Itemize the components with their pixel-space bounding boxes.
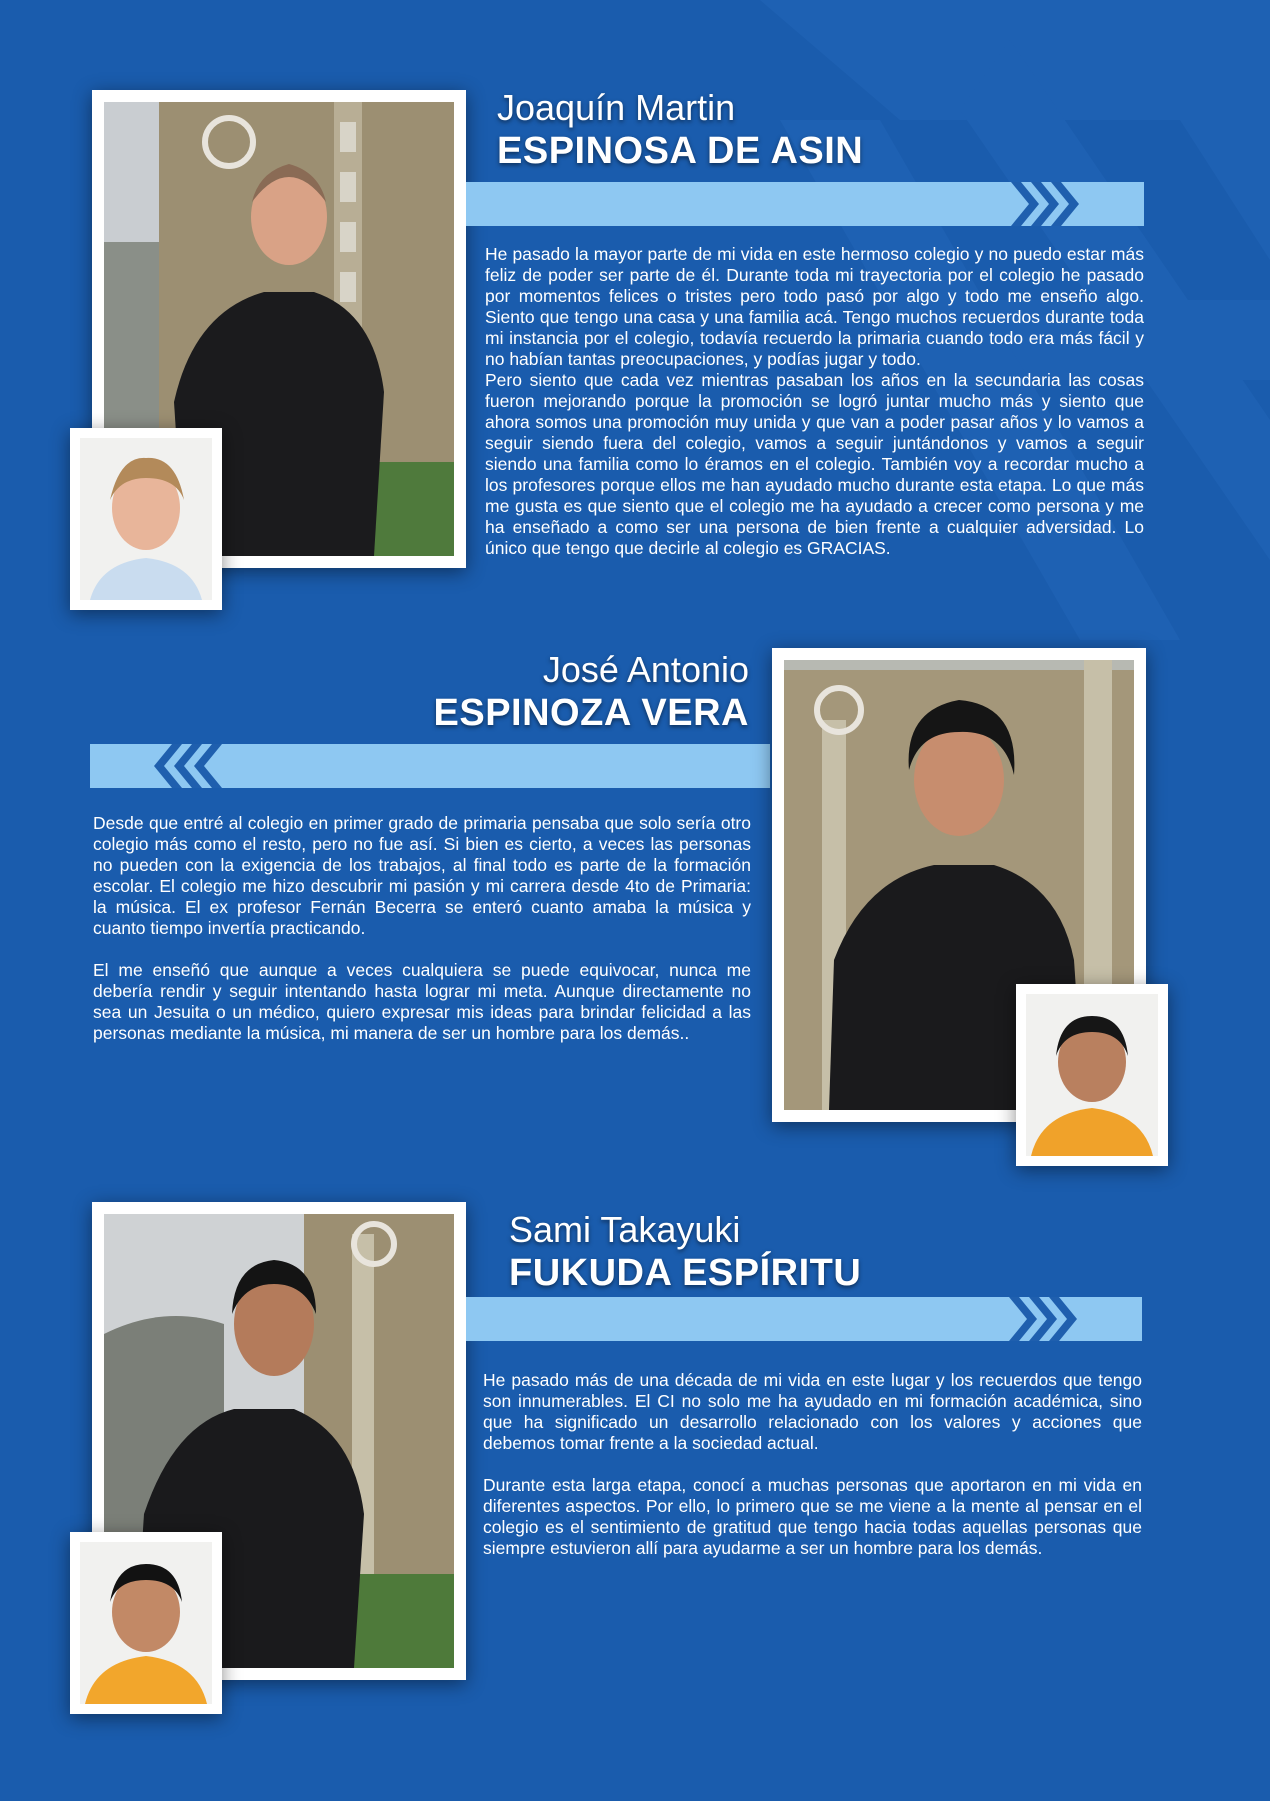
student-1-banner-bar [466,182,1144,226]
student-last-name: ESPINOSA DE ASIN [497,130,864,172]
testimony-paragraph: He pasado más de una década de mi vida en este lugar y los recuerdos que tengo son innumerables. El CI no solo me ha ayudado en mi formación académica, sino que ha significado un desarrollo relacionado con los valores y acciones que debemos tomar frente a la sociedad actual. [483,1370,1142,1453]
student-2-banner-bar [90,744,770,788]
student-first-name: Sami Takayuki [509,1209,741,1250]
child-portrait-photo [1026,994,1158,1156]
child-portrait-photo [80,1542,212,1704]
student-1-name [497,87,864,172]
student-last-name: FUKUDA ESPÍRITU [509,1252,862,1294]
testimony-paragraph: El me enseñó que aunque a veces cualquiera se puede equivocar, nunca me debería rendir y seguir intentando hasta lograr mi meta. Aunque directamente no sea un Jesuita o un médico, quiero expresar mis ideas para brindar felicidad a las personas mediante la música, mi manera de ser un hombre para los demás.. [93,960,751,1043]
student-first-name: Joaquín Martin [497,87,736,128]
student-3-name [509,1209,862,1294]
student-3-banner-bar [466,1297,1142,1341]
chevron-left-icon [152,744,222,788]
testimony-paragraph: He pasado la mayor parte de mi vida en este hermoso colegio y no puedo estar más feliz de poder ser parte de él. Durante toda mi trayectoria por el colegio he pasado por momentos felices o tristes pero todo pasó por algo y todo me enseño algo. Siento que tengo una casa y una familia acá. Tengo muchos recuerdos durante toda mi instancia por el colegio, todavía recuerdo la primaria cuando todo era más fácil y no habían tantas preocupaciones, y podías jugar y todo. [485,244,1144,369]
student-2-testimony [93,813,751,1044]
student-3-testimony [483,1370,1142,1559]
chevron-right-icon [1009,1297,1079,1341]
student-first-name: José Antonio [542,649,749,690]
student-2-name [300,649,749,734]
student-2-child-photo [1016,984,1168,1166]
student-1-testimony [485,244,1144,559]
testimony-paragraph: Durante esta larga etapa, conocí a muchas personas que aportaron en mi vida en diferentes aspectos. Por ello, lo primero que se me viene a la mente al pensar en el colegio es el sentimiento de gratitud que tengo hacia todas aquellas personas que siempre estuvieron allí para ayudarme a ser un hombre para los demás. [483,1475,1142,1558]
chevron-right-icon [1011,182,1081,226]
testimony-paragraph: Pero siento que cada vez mientras pasaban los años en la secundaria las cosas fueron mejorando porque la promoción se logró juntar mucho más y siento que ahora somos una promoción muy unida y que van a poder pasar años y lo vamos a seguir siendo fuera del colegio, vamos a seguir juntándonos y vamos a seguir siendo una familia como lo éramos en el colegio. También voy a recordar mucho a los profesores porque ellos me han ayudado mucho durante esta etapa. Lo que más me gusta es que siento que el colegio me ha ayudado a crecer como persona y me ha enseñado a como ser una persona de bien frente a cualquier adversidad. Lo único que tengo que decirle al colegio es GRACIAS. [485,370,1144,558]
paragraph-gap [93,939,751,960]
paragraph-gap [483,1454,1142,1475]
student-3-child-photo [70,1532,222,1714]
student-last-name: ESPINOZA VERA [433,692,749,734]
testimony-paragraph: Desde que entré al colegio en primer grado de primaria pensaba que solo sería otro colegio más como el resto, pero no fue así. Si bien es cierto, a veces las personas no pueden con la exigencia de los trabajos, al final todo es parte de la formación escolar. El colegio me hizo descubrir mi pasión y mi carrera desde 4to de Primaria: la música. El ex profesor Fernán Becerra se enteró cuanto amaba la música y cuanto tiempo invertía practicando. [93,813,751,938]
student-1-child-photo [70,428,222,610]
child-portrait-photo [80,438,212,600]
